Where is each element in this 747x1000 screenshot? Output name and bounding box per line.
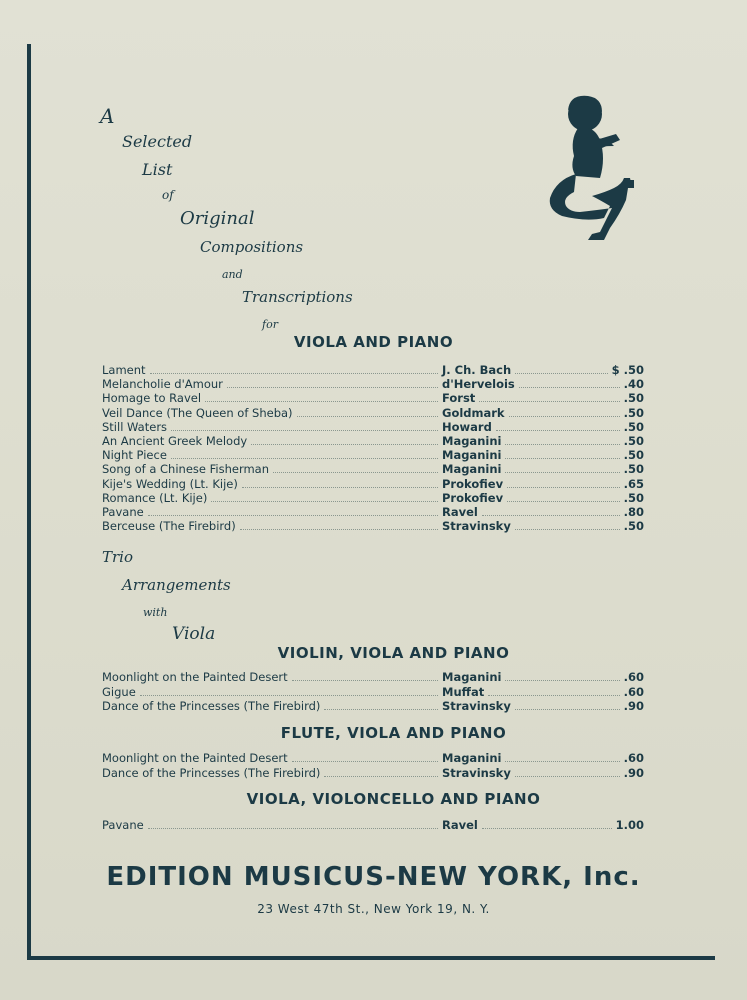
catalog-row xyxy=(102,505,644,519)
composer-name: Forst xyxy=(442,391,476,406)
dot-leader xyxy=(505,472,620,473)
catalog-row xyxy=(102,420,644,434)
price: .50 xyxy=(623,419,644,434)
dot-leader xyxy=(509,416,620,417)
work-title: Still Waters xyxy=(102,419,168,434)
title-word-a: A xyxy=(100,104,115,128)
dot-leader xyxy=(488,695,620,696)
composer-name: Stravinsky xyxy=(442,765,511,780)
dot-leader xyxy=(205,401,438,402)
work-title: Berceuse (The Firebird) xyxy=(102,519,236,534)
dot-leader xyxy=(148,828,438,829)
work-title: Moonlight on the Painted Desert xyxy=(102,751,288,765)
composer-name: Maganini xyxy=(442,462,502,477)
composer-name: Howard xyxy=(442,419,492,434)
dot-leader xyxy=(515,529,620,530)
section-heading-viola-cello-piano: VIOLA, VIOLONCELLO AND PIANO xyxy=(246,790,541,808)
price: .50 xyxy=(623,405,644,420)
violist-silhouette-image xyxy=(540,88,640,248)
title-word-selected: Selected xyxy=(122,132,193,151)
work-title: Pavane xyxy=(102,818,144,832)
section-heading-flute-viola-piano: FLUTE, VIOLA AND PIANO xyxy=(280,724,507,742)
dot-leader xyxy=(505,680,620,681)
trio-word-trio: Trio xyxy=(102,548,134,566)
price: .50 xyxy=(623,490,644,505)
work-title: Night Piece xyxy=(102,448,167,463)
title-word-original: Original xyxy=(180,208,255,229)
work-title: Pavane xyxy=(102,505,144,519)
dot-leader xyxy=(515,373,608,374)
composer-name: Goldmark xyxy=(442,405,505,420)
composer-name: Maganini xyxy=(442,448,502,463)
work-title: Veil Dance (The Queen of Sheba) xyxy=(102,405,293,420)
work-title: Melancholie d'Amour xyxy=(102,377,223,392)
composer-name: Maganini xyxy=(442,751,502,765)
catalog-row xyxy=(102,448,644,462)
section-heading-violin-viola-piano: VIOLIN, VIOLA AND PIANO xyxy=(277,644,510,662)
catalog-row xyxy=(102,491,644,505)
dot-leader xyxy=(482,828,612,829)
work-title: Song of a Chinese Fisherman xyxy=(102,462,270,477)
dot-leader xyxy=(482,515,620,516)
catalog-row xyxy=(102,391,644,405)
composer-name: Ravel xyxy=(442,818,478,832)
catalog-row xyxy=(102,377,644,391)
title-word-for: for xyxy=(262,318,278,331)
work-title: Homage to Ravel xyxy=(102,391,202,406)
bottom-border-rule xyxy=(27,956,715,960)
work-title: Dance of the Princesses (The Firebird) xyxy=(102,765,321,780)
catalog-row xyxy=(102,434,644,448)
dot-leader xyxy=(507,501,620,502)
work-title: Kije's Wedding (Lt. Kije) xyxy=(102,476,238,491)
work-title: Gigue xyxy=(102,684,136,699)
publisher-address: 23 West 47th St., New York 19, N. Y. xyxy=(257,902,490,916)
composer-name: d'Hervelois xyxy=(442,377,515,392)
work-title: Moonlight on the Painted Desert xyxy=(102,670,288,684)
catalog-row xyxy=(102,363,644,377)
composer-name: Maganini xyxy=(442,670,502,684)
publisher-name: EDITION MUSICUS-NEW YORK, Inc. xyxy=(106,862,641,892)
price: .65 xyxy=(623,476,644,491)
catalog-row xyxy=(102,406,644,420)
dot-leader xyxy=(519,387,620,388)
dot-leader xyxy=(242,487,438,488)
price: .60 xyxy=(623,684,644,699)
composer-name: Prokofiev xyxy=(442,490,504,505)
left-border-rule xyxy=(27,44,31,960)
dot-leader xyxy=(515,776,620,777)
work-title: Dance of the Princesses (The Firebird) xyxy=(102,699,321,713)
work-title: Romance (Lt. Kije) xyxy=(102,490,208,505)
composer-name: Stravinsky xyxy=(442,699,511,713)
catalog-row xyxy=(102,818,644,832)
composer-name: J. Ch. Bach xyxy=(442,363,512,377)
price: $ .50 xyxy=(611,363,644,377)
dot-leader xyxy=(479,401,620,402)
catalog-row xyxy=(102,766,644,780)
dot-leader xyxy=(148,515,438,516)
catalog-row xyxy=(102,699,644,713)
dot-leader xyxy=(150,373,438,374)
dot-leader xyxy=(227,387,438,388)
work-title: Lament xyxy=(102,363,146,377)
dot-leader xyxy=(515,709,620,710)
dot-leader xyxy=(140,695,438,696)
catalog-row xyxy=(102,462,644,476)
title-word-and: and xyxy=(222,268,243,281)
dot-leader xyxy=(505,444,620,445)
dot-leader xyxy=(505,458,620,459)
dot-leader xyxy=(496,430,620,431)
price: .60 xyxy=(623,670,644,684)
title-word-compositions: Compositions xyxy=(200,238,304,256)
dot-leader xyxy=(171,430,438,431)
composer-name: Stravinsky xyxy=(442,519,511,534)
price: .50 xyxy=(623,434,644,448)
price: .90 xyxy=(623,765,644,780)
catalog-row xyxy=(102,685,644,699)
price: .50 xyxy=(623,448,644,463)
composer-name: Maganini xyxy=(442,434,502,448)
composer-name: Ravel xyxy=(442,505,478,519)
work-title: An Ancient Greek Melody xyxy=(102,434,248,448)
section-heading-viola-piano: VIOLA AND PIANO xyxy=(293,333,454,351)
price: 1.00 xyxy=(615,818,644,832)
dot-leader xyxy=(240,529,438,530)
dot-leader xyxy=(251,444,438,445)
trio-word-viola: Viola xyxy=(172,624,216,644)
composer-name: Muffat xyxy=(442,684,485,699)
dot-leader xyxy=(324,709,438,710)
price: .50 xyxy=(623,519,644,534)
catalog-row xyxy=(102,670,644,684)
price: .90 xyxy=(623,699,644,713)
price: .50 xyxy=(623,391,644,406)
dot-leader xyxy=(507,487,620,488)
dot-leader xyxy=(171,458,438,459)
dot-leader xyxy=(297,416,438,417)
dot-leader xyxy=(211,501,438,502)
price: .60 xyxy=(623,751,644,765)
price: .40 xyxy=(623,377,644,392)
trio-word-with: with xyxy=(143,606,168,619)
dot-leader xyxy=(292,680,438,681)
catalog-row xyxy=(102,519,644,533)
title-word-of: of xyxy=(162,188,174,202)
title-word-transcriptions: Transcriptions xyxy=(242,288,353,306)
price: .50 xyxy=(623,462,644,477)
dot-leader xyxy=(292,761,438,762)
catalog-row xyxy=(102,477,644,491)
dot-leader xyxy=(273,472,438,473)
dot-leader xyxy=(505,761,620,762)
dot-leader xyxy=(324,776,438,777)
catalog-row xyxy=(102,751,644,765)
price: .80 xyxy=(623,505,644,519)
title-word-list: List xyxy=(142,160,173,179)
trio-word-arrangements: Arrangements xyxy=(122,576,231,594)
composer-name: Prokofiev xyxy=(442,476,504,491)
